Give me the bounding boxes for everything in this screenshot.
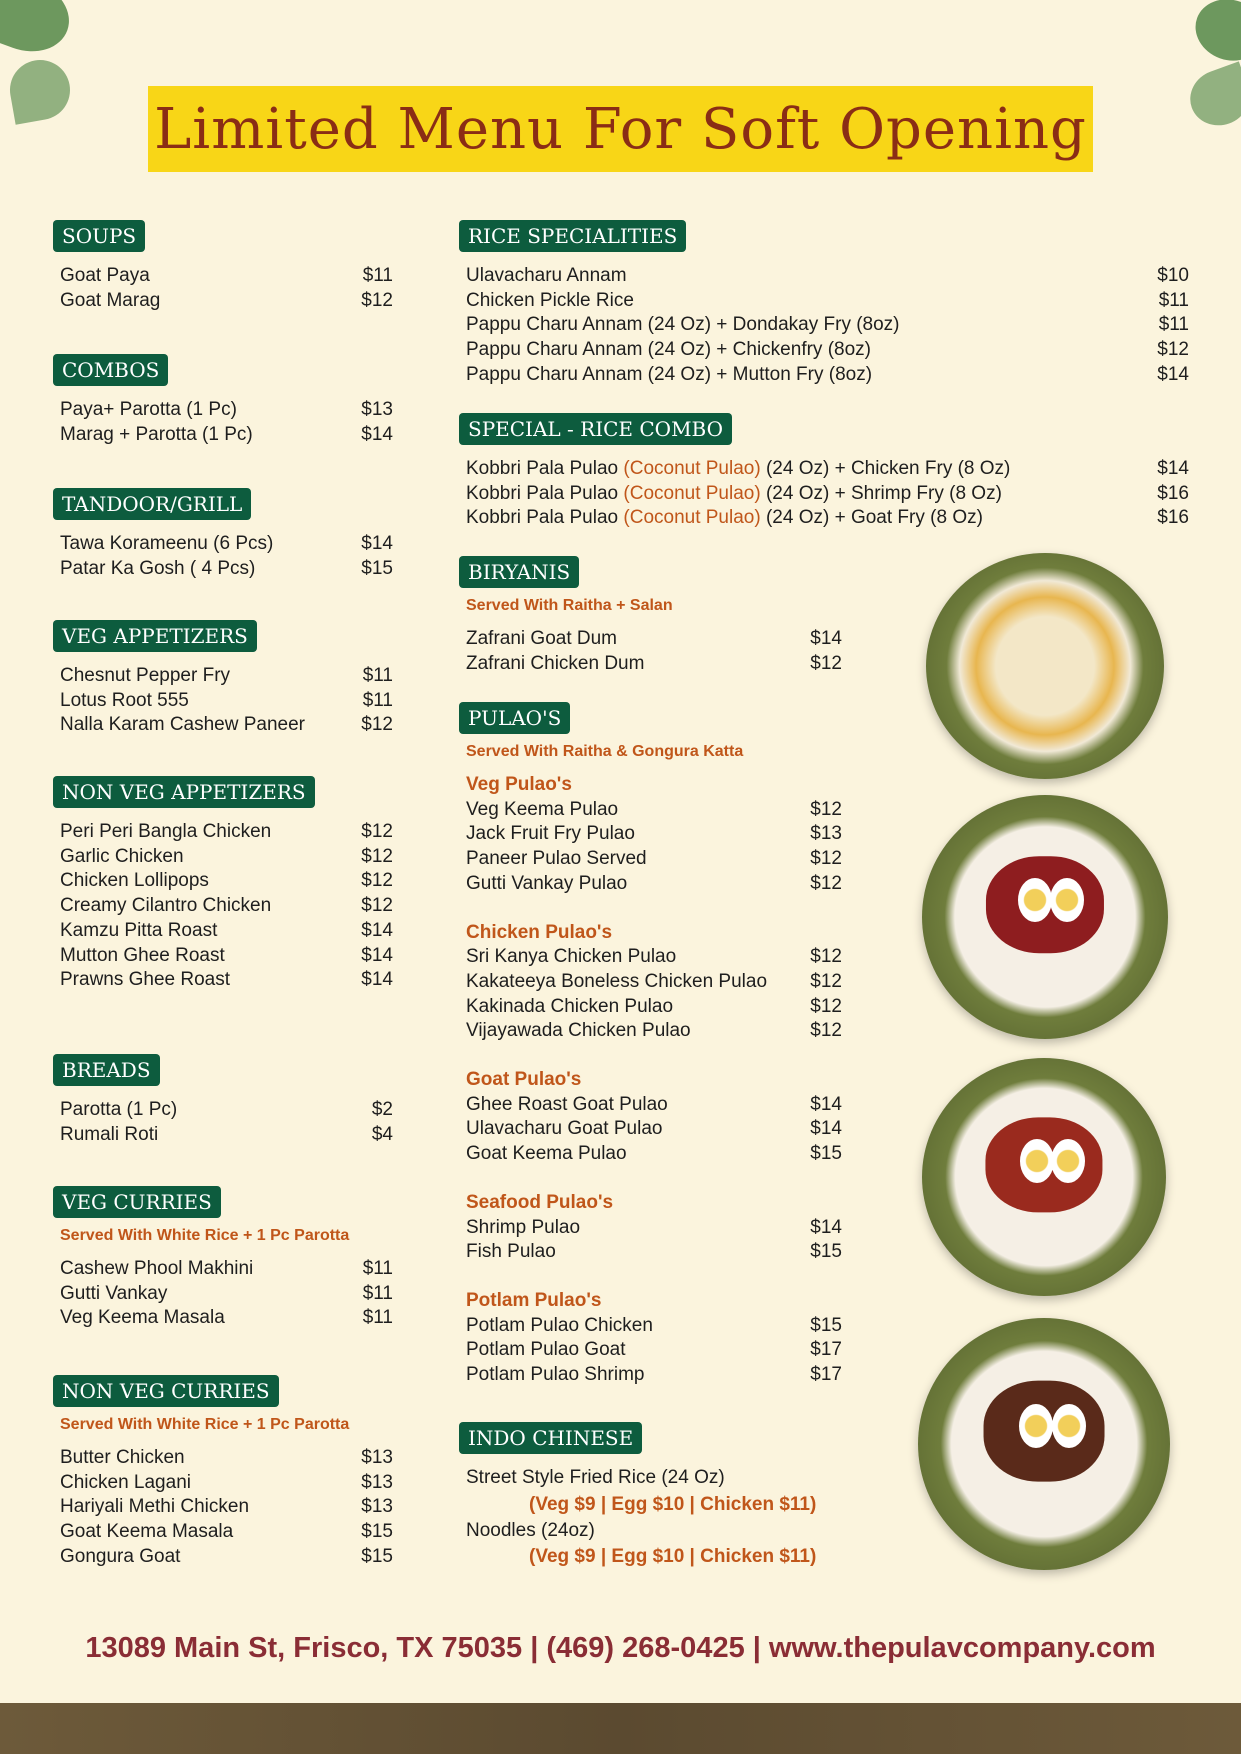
menu-item: Goat Paya $11 bbox=[60, 265, 393, 286]
menu-item-options: (Veg $9 | Egg $10 | Chicken $11) bbox=[529, 1493, 817, 1515]
menu-item: Zafrani Goat Dum $14 bbox=[466, 628, 842, 649]
menu-item: Potlam Pulao Goat $17 bbox=[466, 1339, 842, 1361]
section-indo-chinese bbox=[459, 1422, 879, 1571]
section-header: BIRYANIS bbox=[459, 556, 579, 588]
subsection-title: Veg Pulao's bbox=[466, 774, 572, 795]
leaf-decoration-top-right bbox=[1182, 61, 1241, 133]
section-pulaos bbox=[459, 702, 842, 1388]
menu-item: Street Style Fried Rice (24 Oz) bbox=[466, 1467, 725, 1488]
subsection-title: Goat Pulao's bbox=[466, 1069, 582, 1091]
contact-footer: 13089 Main St, Frisco, TX 75035 | (469) 268-0425 | www.thepulavcompany.com bbox=[85, 1632, 1156, 1664]
menu-item: Pappu Charu Annam (24 Oz) + Chickenfry (8oz) $12 bbox=[466, 339, 1189, 361]
section-non-veg-appetizers bbox=[53, 776, 393, 993]
menu-item: Tawa Korameenu (6 Pcs) $14 bbox=[60, 533, 393, 554]
menu-item: Kobbri Pala Pulao (Coconut Pulao) (24 Oz) + Chicken Fry (8 Oz) $14 bbox=[466, 458, 1189, 479]
section-breads bbox=[53, 1054, 393, 1147]
section-header: RICE SPECIALITIES bbox=[459, 220, 686, 252]
menu-item: Parotta (1 Pc) $2 bbox=[60, 1099, 393, 1120]
section-header: VEG CURRIES bbox=[53, 1186, 221, 1218]
section-header: INDO CHINESE bbox=[459, 1422, 642, 1454]
section-header: VEG APPETIZERS bbox=[53, 620, 257, 652]
menu-item: Gutti Vankay $11 bbox=[60, 1282, 393, 1304]
menu-item: Kakinada Chicken Pulao $12 bbox=[466, 995, 842, 1017]
menu-item: Veg Keema Pulao $12 bbox=[466, 798, 842, 820]
section-header: TANDOOR/GRILL bbox=[53, 488, 251, 520]
section-soups bbox=[53, 220, 393, 313]
section-biryanis bbox=[459, 556, 842, 676]
menu-item: Zafrani Chicken Dum $12 bbox=[466, 652, 842, 674]
menu-item: Paya+ Parotta (1 Pc) $13 bbox=[60, 399, 393, 420]
section-non-veg-curries bbox=[53, 1375, 393, 1570]
menu-item: Sri Kanya Chicken Pulao $12 bbox=[466, 946, 842, 968]
menu-item: Patar Ka Gosh ( 4 Pcs) $15 bbox=[60, 557, 393, 579]
menu-item: Kamzu Pitta Roast $14 bbox=[60, 919, 393, 941]
chicken-pulao-plate-image bbox=[922, 795, 1168, 1039]
section-note: Served With Raitha & Gongura Katta bbox=[466, 743, 744, 760]
section-veg-appetizers bbox=[53, 620, 393, 738]
menu-item: Gongura Goat $15 bbox=[60, 1545, 393, 1567]
menu-item: Kobbri Pala Pulao (Coconut Pulao) (24 Oz) + Shrimp Fry (8 Oz) $16 bbox=[466, 482, 1189, 504]
menu-item: Goat Keema Masala $15 bbox=[60, 1521, 393, 1543]
menu-item: Butter Chicken $13 bbox=[60, 1447, 393, 1468]
menu-item: Vijayawada Chicken Pulao $12 bbox=[466, 1020, 842, 1042]
menu-item: Jack Fruit Fry Pulao $13 bbox=[466, 823, 842, 845]
section-header: PULAO'S bbox=[459, 702, 570, 734]
menu-item: Kobbri Pala Pulao (Coconut Pulao) (24 Oz) + Goat Fry (8 Oz) $16 bbox=[466, 507, 1189, 529]
section-header: NON VEG APPETIZERS bbox=[53, 776, 315, 808]
menu-item: Goat Marag $12 bbox=[60, 289, 393, 311]
title-banner bbox=[148, 86, 1093, 172]
section-note: Served With White Rice + 1 Pc Parotta bbox=[60, 1416, 350, 1433]
goat-pulao-plate-image bbox=[918, 1318, 1170, 1570]
section-note: Served With White Rice + 1 Pc Parotta bbox=[60, 1227, 350, 1244]
menu-item: Pappu Charu Annam (24 Oz) + Dondakay Fry (8oz) $11 bbox=[466, 314, 1189, 336]
menu-item: Marag + Parotta (1 Pc) $14 bbox=[60, 423, 393, 445]
menu-item: Prawns Ghee Roast $14 bbox=[60, 969, 393, 991]
section-rice-specialities bbox=[459, 220, 1189, 388]
menu-item: Chesnut Pepper Fry $11 bbox=[60, 665, 393, 686]
menu-item: Creamy Cilantro Chicken $12 bbox=[60, 895, 393, 917]
menu-item: Chicken Pickle Rice $11 bbox=[466, 289, 1189, 311]
leaf-decoration-top-left bbox=[0, 0, 79, 63]
menu-item: Pappu Charu Annam (24 Oz) + Mutton Fry (8oz) $14 bbox=[466, 363, 1189, 385]
menu-item: Ulavacharu Goat Pulao $14 bbox=[466, 1118, 842, 1140]
section-header: SOUPS bbox=[53, 220, 145, 252]
menu-item: Gutti Vankay Pulao $12 bbox=[466, 872, 842, 894]
menu-item: Hariyali Methi Chicken $13 bbox=[60, 1496, 393, 1518]
menu-item: Lotus Root 555 $11 bbox=[60, 689, 393, 711]
menu-item-options: (Veg $9 | Egg $10 | Chicken $11) bbox=[529, 1546, 817, 1568]
menu-item: Garlic Chicken $12 bbox=[60, 845, 393, 867]
page-title: Limited Menu For Soft Opening bbox=[154, 96, 1087, 162]
leaf-decoration-top-left bbox=[5, 55, 75, 125]
subsection-title: Chicken Pulao's bbox=[466, 921, 613, 943]
menu-item: Chicken Lollipops $12 bbox=[60, 870, 393, 892]
menu-item: Kakateeya Boneless Chicken Pulao $12 bbox=[466, 970, 842, 992]
section-header: NON VEG CURRIES bbox=[53, 1375, 279, 1407]
bottom-decorative-band bbox=[0, 1703, 1241, 1754]
menu-item: Noodles (24oz) bbox=[466, 1519, 595, 1541]
menu-item: Nalla Karam Cashew Paneer $12 bbox=[60, 714, 393, 736]
section-note: Served With Raitha + Salan bbox=[466, 597, 673, 614]
menu-item: Rumali Roti $4 bbox=[60, 1123, 393, 1145]
menu-item: Shrimp Pulao $14 bbox=[466, 1216, 842, 1238]
menu-item: Paneer Pulao Served $12 bbox=[466, 848, 842, 870]
menu-item: Mutton Ghee Roast $14 bbox=[60, 944, 393, 966]
menu-item: Ghee Roast Goat Pulao $14 bbox=[466, 1093, 842, 1115]
subsection-title: Seafood Pulao's bbox=[466, 1191, 614, 1213]
section-combos bbox=[53, 354, 393, 447]
section-veg-curries bbox=[53, 1186, 393, 1331]
shrimp-pulao-plate-image bbox=[922, 1058, 1166, 1296]
menu-item: Potlam Pulao Chicken $15 bbox=[466, 1314, 842, 1336]
section-special-rice-combo bbox=[459, 413, 1189, 531]
leaf-decoration-top-right bbox=[1187, 0, 1241, 70]
section-header: SPECIAL - RICE COMBO bbox=[459, 413, 732, 445]
menu-item: Peri Peri Bangla Chicken $12 bbox=[60, 821, 393, 842]
menu-item: Potlam Pulao Shrimp $17 bbox=[466, 1364, 842, 1386]
section-header: COMBOS bbox=[53, 354, 168, 386]
menu-item: Chicken Lagani $13 bbox=[60, 1471, 393, 1493]
biryani-bowl-image bbox=[926, 553, 1164, 779]
subsection-title: Potlam Pulao's bbox=[466, 1289, 602, 1311]
menu-item: Ulavacharu Annam $10 bbox=[466, 265, 1189, 286]
menu-item: Goat Keema Pulao $15 bbox=[466, 1143, 842, 1165]
section-header: BREADS bbox=[53, 1054, 160, 1086]
menu-item: Veg Keema Masala $11 bbox=[60, 1307, 393, 1329]
menu-item: Cashew Phool Makhini $11 bbox=[60, 1258, 393, 1279]
section-tandoor-grill bbox=[53, 488, 393, 581]
menu-item: Fish Pulao $15 bbox=[466, 1241, 842, 1263]
